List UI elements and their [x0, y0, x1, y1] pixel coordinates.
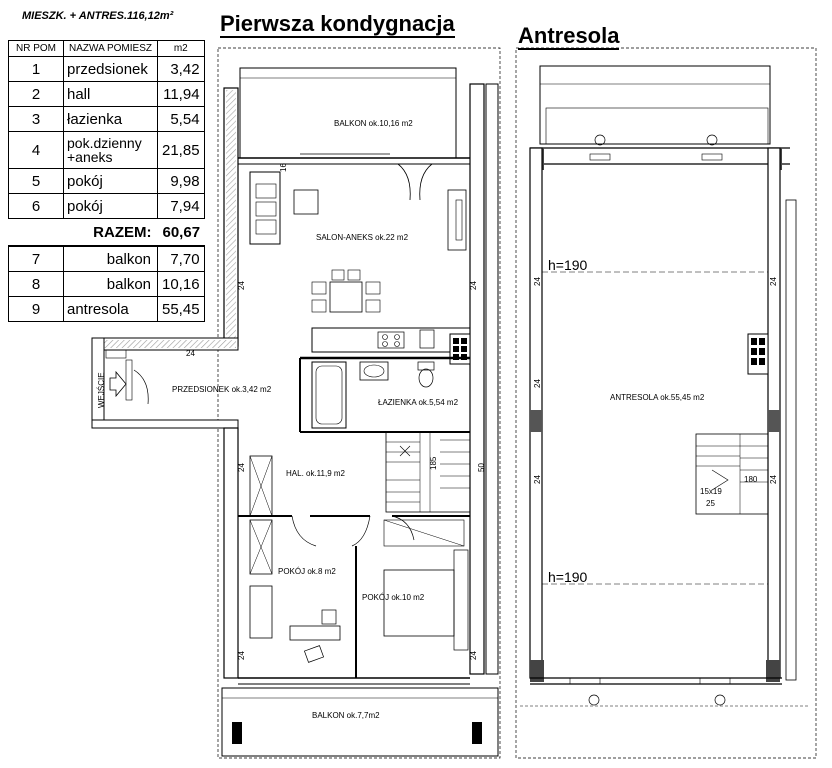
bathtub	[312, 362, 346, 428]
coffee-table	[294, 190, 318, 214]
room-area: 7,70	[158, 246, 205, 272]
floor1-heading: Pierwsza kondygnacja	[220, 11, 455, 36]
dining-table	[330, 282, 362, 312]
label-antresola: ANTRESOLA ok.55,45 m2	[610, 393, 705, 402]
label-pokoj8: POKÓJ ok.8 m2	[278, 567, 336, 576]
summary-title: MIESZK. + ANTRES.116,12m²	[22, 10, 174, 22]
entry-arrow-icon	[110, 372, 126, 396]
label-pokoj10: POKÓJ ok.10 m2	[362, 593, 425, 602]
room-no: 8	[9, 272, 64, 297]
mezzanine-plan	[516, 48, 816, 758]
dim-wall: 24	[533, 277, 542, 286]
room-area: 9,98	[158, 169, 205, 194]
header-area: m2	[158, 41, 205, 57]
sofa	[250, 172, 280, 244]
label-balkon-top: BALKON ok.10,16 m2	[334, 119, 413, 128]
room-area: 5,54	[158, 107, 205, 132]
header-nr: NR POM	[9, 41, 64, 57]
room-no: 7	[9, 246, 64, 272]
room-no: 9	[9, 297, 64, 322]
total-label: RAZEM:	[93, 223, 152, 241]
dim-wall: 24	[533, 379, 542, 388]
kitchen-counter	[312, 328, 470, 352]
room-name: łazienka	[64, 107, 158, 132]
room-name: przedsionek	[64, 57, 158, 82]
wall-right-outer	[486, 84, 498, 674]
label-wejscie: WEJŚCIE	[97, 372, 106, 408]
label-height-top: h=190	[548, 257, 588, 273]
room-no: 6	[9, 194, 64, 219]
wall-left-lower	[224, 428, 238, 678]
dim-wall: 24	[237, 281, 246, 290]
room-no: 5	[9, 169, 64, 194]
room-name: antresola	[64, 297, 158, 322]
label-salon: SALON-ANEKS ok.22 m2	[316, 233, 409, 242]
dim-wall: 24	[533, 475, 542, 484]
dim-16: 16	[279, 163, 288, 172]
room-name: pok.dzienny +aneks	[64, 132, 158, 169]
dim-24b: 24	[186, 349, 195, 358]
room-area: 3,42	[158, 57, 205, 82]
mezzanine-heading: Antresola	[518, 23, 620, 48]
label-stairs: 15x19	[700, 487, 722, 496]
desk	[290, 626, 340, 640]
tv-unit	[448, 190, 466, 250]
dim-wall: 24	[769, 475, 778, 484]
room-no: 2	[9, 82, 64, 107]
room-name: hall	[64, 82, 158, 107]
room-no: 1	[9, 57, 64, 82]
label-stairs-width: 25	[706, 499, 715, 508]
label-height-bottom: h=190	[548, 569, 588, 585]
bed	[384, 570, 454, 636]
total-value: 60,67	[162, 223, 201, 241]
dim-185: 185	[429, 456, 438, 470]
dim-wall-50: 50	[477, 463, 486, 472]
room-name: balkon	[64, 246, 158, 272]
header-name: NAZWA POMIESZ	[64, 41, 158, 57]
dim-wall: 24	[469, 281, 478, 290]
room-name: pokój	[64, 194, 158, 219]
label-przedsionek: PRZEDSIONEK ok.3,42 m2	[172, 385, 272, 394]
room-no: 3	[9, 107, 64, 132]
dim-wall: 24	[769, 277, 778, 286]
room-area: 10,16	[158, 272, 205, 297]
wall-right	[470, 84, 484, 674]
room-area: 7,94	[158, 194, 205, 219]
dim-wall: 24	[237, 651, 246, 660]
staircase	[386, 432, 470, 512]
first-floor-plan	[92, 48, 500, 758]
room-no: 4	[9, 132, 64, 169]
room-area: 55,45	[158, 297, 205, 322]
dim-wall: 24	[469, 651, 478, 660]
room-name: balkon	[64, 272, 158, 297]
dim-wall: 24	[237, 463, 246, 472]
label-lazienka: ŁAZIENKA ok.5,54 m2	[378, 398, 459, 407]
kitchen-sink	[420, 330, 434, 348]
room-area: 21,85	[158, 132, 205, 169]
room-name: pokój	[64, 169, 158, 194]
label-balkon-bottom: BALKON ok.7,7m2	[312, 711, 380, 720]
label-stairs-depth: 180	[744, 475, 758, 484]
room-area: 11,94	[158, 82, 205, 107]
balcony-top	[240, 68, 456, 158]
label-hall: HAL. ok.11,9 m2	[286, 469, 345, 478]
